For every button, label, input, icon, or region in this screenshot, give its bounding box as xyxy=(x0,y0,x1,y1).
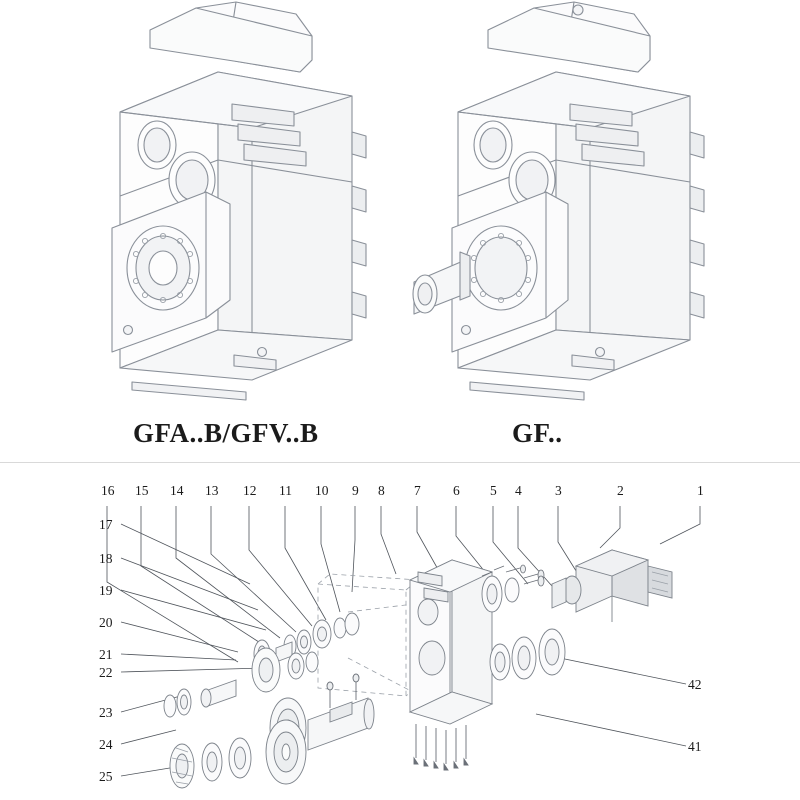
gearbox-gf-drawing xyxy=(413,2,704,400)
part-label-4: 4 xyxy=(515,483,522,498)
part-label-18: 18 xyxy=(99,551,113,566)
section-divider xyxy=(0,462,800,463)
part-label-3: 3 xyxy=(555,483,562,498)
part-label-22: 22 xyxy=(99,665,113,680)
caption-gfa-b-gfv-b: GFA..B/GFV..B xyxy=(133,418,319,448)
exploded-parts-drawing xyxy=(0,462,800,800)
part-label-12: 12 xyxy=(243,483,257,498)
caption-gf: GF.. xyxy=(512,418,563,448)
part-label-1: 1 xyxy=(697,483,704,498)
part-label-23: 23 xyxy=(99,705,113,720)
part-label-16: 16 xyxy=(101,483,115,498)
gearbox-gfa-b-gfv-b-drawing xyxy=(112,2,366,400)
part-label-19: 19 xyxy=(99,583,113,598)
exploded-view-section xyxy=(0,462,800,800)
part-label-21: 21 xyxy=(99,647,113,662)
leader-lines-left xyxy=(121,524,266,776)
part-label-14: 14 xyxy=(170,483,184,498)
part-label-2: 2 xyxy=(617,483,624,498)
part-label-17: 17 xyxy=(99,517,113,532)
housing-part xyxy=(410,560,492,770)
part-label-25: 25 xyxy=(99,769,113,784)
part-label-24: 24 xyxy=(99,737,113,752)
part-label-11: 11 xyxy=(279,483,292,498)
ring-and-bearing-parts xyxy=(164,565,565,788)
part-label-6: 6 xyxy=(453,483,460,498)
part-label-42: 42 xyxy=(688,677,702,692)
part-label-13: 13 xyxy=(205,483,219,498)
part-label-9: 9 xyxy=(352,483,359,498)
part-label-20: 20 xyxy=(99,615,113,630)
part-label-8: 8 xyxy=(378,483,385,498)
part-label-41: 41 xyxy=(688,739,702,754)
part-label-10: 10 xyxy=(315,483,329,498)
part-label-15: 15 xyxy=(135,483,149,498)
part-label-5: 5 xyxy=(490,483,497,498)
part-label-7: 7 xyxy=(414,483,421,498)
